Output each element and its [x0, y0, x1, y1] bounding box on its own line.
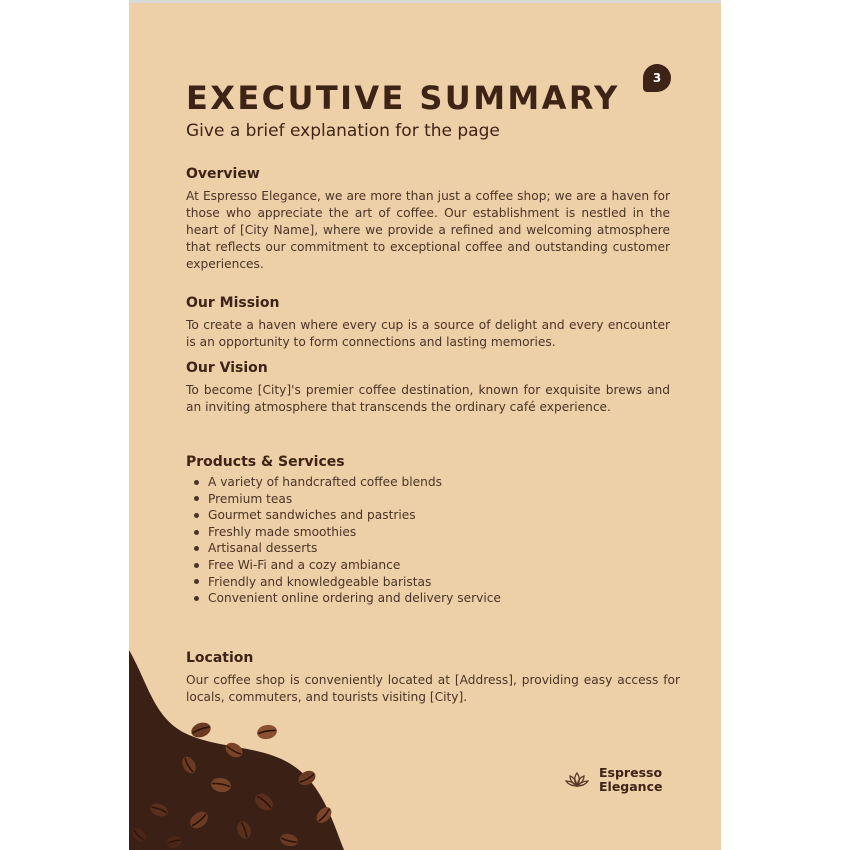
vision-heading: Our Vision [186, 360, 268, 376]
list-item: Gourmet sandwiches and pastries [189, 507, 501, 524]
page-number-badge: 3 [643, 64, 671, 92]
page-title: EXECUTIVE SUMMARY [186, 79, 620, 117]
bullet-icon [194, 546, 199, 551]
bullet-icon [194, 530, 199, 535]
list-item: Free Wi-Fi and a cozy ambiance [189, 557, 501, 574]
list-item: Friendly and knowledgeable baristas [189, 574, 501, 591]
bullet-icon [194, 579, 199, 584]
list-item: A variety of handcrafted coffee blends [189, 474, 501, 491]
list-item: Artisanal desserts [189, 540, 501, 557]
brand-line-2: Elegance [599, 779, 663, 794]
list-item: Premium teas [189, 491, 501, 508]
location-heading: Location [186, 650, 254, 666]
lotus-icon [565, 770, 589, 790]
brand-line-1: Espresso [599, 765, 663, 780]
bullet-icon [194, 480, 199, 485]
bullet-icon [194, 596, 199, 601]
overview-text: At Espresso Elegance, we are more than just a coffee shop; we are a haven for those who appreciate the art of coffee. Our establishment is nestled in the heart of [City Name], where we provide a refined and welcoming atmosphere that reflects our commitment to exceptional coffee and outstanding customer experiences. [186, 189, 670, 271]
products-list [189, 474, 501, 607]
bullet-icon [194, 496, 199, 501]
overview-heading: Overview [186, 166, 260, 182]
list-item: Freshly made smoothies [189, 524, 501, 541]
brand-name [599, 766, 662, 794]
document-page [129, 3, 721, 850]
vision-text: To become [City]'s premier coffee destination, known for exquisite brews and an inviting atmosphere that transcends the ordinary café experience. [186, 383, 670, 414]
products-heading: Products & Services [186, 454, 345, 470]
bullet-icon [194, 513, 199, 518]
brand-logo [565, 766, 662, 794]
mission-text: To create a haven where every cup is a source of delight and every encounter is an opportunity to form connections and lasting memories. [186, 318, 670, 349]
bullet-icon [194, 563, 199, 568]
location-text: Our coffee shop is conveniently located at [Address], providing easy access for locals, commuters, and tourists visiting [City]. [186, 673, 680, 704]
list-item: Convenient online ordering and delivery service [189, 590, 501, 607]
mission-heading: Our Mission [186, 295, 280, 311]
page-subtitle: Give a brief explanation for the page [186, 121, 500, 141]
coffee-beans-decoration [129, 650, 429, 850]
